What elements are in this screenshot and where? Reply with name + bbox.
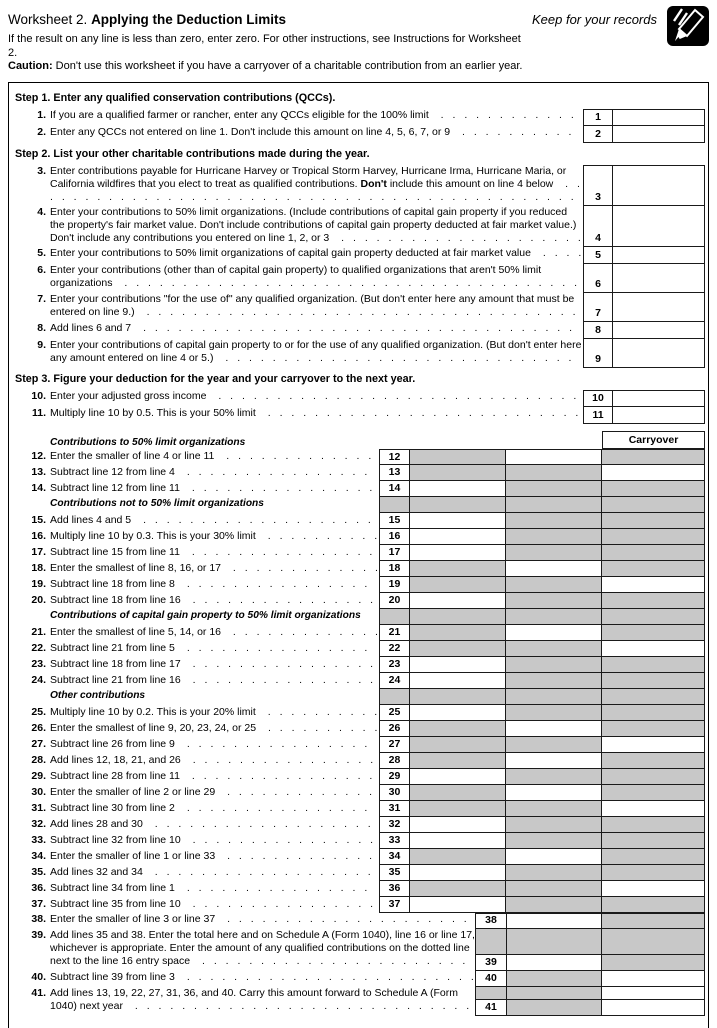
- subheader-not-50-row: [14, 497, 705, 513]
- title-prefix: Worksheet 2.: [8, 12, 88, 27]
- line-39-label: Add lines 35 and 38. Enter the total here and on Schedule A (Form 1040), line 16 or line 17, whichever is appropriate. Enter the amount of any qualified contributions on the dotted line next to the line 16 entry space . . .: [50, 929, 475, 968]
- line-25-box-number: 25: [379, 705, 410, 721]
- line-29-label: Subtract line 28 from line 11 . . .: [50, 769, 379, 782]
- line-21-row: 21. Enter the smallest of line 5, 14, or 16 . . . 21: [14, 625, 705, 641]
- line-18-entry[interactable]: [506, 561, 602, 577]
- line-31-label: Subtract line 30 from line 2 . . .: [50, 801, 379, 814]
- shaded-cell: [507, 987, 602, 1000]
- line-11-label: Multiply line 10 by 0.5. This is your 50% limit . . .: [50, 407, 583, 420]
- line-7-row: [14, 293, 705, 322]
- line-2-number: 2.: [37, 125, 46, 138]
- step3-heading: Step 3. Figure your deduction for the year and your carryover to the next year.: [15, 372, 416, 385]
- line-23-label: Subtract line 18 from line 17 . . .: [50, 657, 379, 670]
- shaded-cell: [506, 609, 602, 625]
- line-20-label: Subtract line 18 from line 16 . . .: [50, 593, 379, 606]
- line-8-entry[interactable]: [613, 322, 705, 339]
- line-12-entry[interactable]: [506, 449, 602, 465]
- line-11-entry[interactable]: [613, 407, 705, 424]
- line-33-entry[interactable]: [410, 833, 506, 849]
- line-2-entry[interactable]: [613, 126, 705, 143]
- shaded-cell: [410, 465, 506, 481]
- line-40-box-number: 40: [475, 971, 507, 987]
- shaded-cell: [602, 785, 705, 801]
- shaded-cell: [602, 625, 705, 641]
- line-40-label: Subtract line 39 from line 3 . . .: [50, 971, 475, 984]
- shaded-cell: [506, 481, 602, 497]
- caution-text: Caution: Don't use this worksheet if you have a carryover of a charitable contribution from an earlier year.: [8, 60, 523, 72]
- line-39-entry[interactable]: [507, 955, 602, 971]
- line-9-label: Enter your contributions of capital gain property to or for the use of any qualified organization. (But don't enter here any amount entered on line 4 or 5.) . . .: [50, 339, 583, 365]
- line-28-box-number: 28: [379, 753, 410, 769]
- shaded-cell: [602, 545, 705, 561]
- line-1-box-number: 1: [583, 109, 613, 126]
- line-7-box-number: 7: [583, 293, 613, 322]
- line-7-number: 7.: [37, 292, 46, 305]
- shaded-cell: [410, 801, 506, 817]
- line-6-box-number: 6: [583, 264, 613, 293]
- line-7-entry[interactable]: [613, 293, 705, 322]
- line-36-carryover-entry[interactable]: [602, 881, 705, 897]
- line-6-row: [14, 264, 705, 293]
- line-27-box-number: 27: [379, 737, 410, 753]
- line-22-carryover-entry[interactable]: [602, 641, 705, 657]
- line-5-entry[interactable]: [613, 247, 705, 264]
- line-30-entry[interactable]: [506, 785, 602, 801]
- header: [8, 6, 709, 74]
- line-10-row: [14, 390, 705, 407]
- line-10-entry[interactable]: [613, 390, 705, 407]
- line-34-entry[interactable]: [506, 849, 602, 865]
- line-20-entry[interactable]: [410, 593, 506, 609]
- shaded-cell: [602, 817, 705, 833]
- shaded-cell: [506, 673, 602, 689]
- line-3-box-number: 3: [583, 165, 613, 206]
- subheader-other-contributions: Other contributions: [50, 689, 146, 701]
- line-4-box-number: 4: [583, 206, 613, 247]
- line-25-row: 25. Multiply line 10 by 0.2. This is your 20% limit . . . 25: [14, 705, 705, 721]
- line-14-box-number: 14: [379, 481, 410, 497]
- line-5-label: Enter your contributions to 50% limit organizations of capital gain property deducted at fair market value . . .: [50, 247, 583, 260]
- line-8-label: Add lines 6 and 7 . . .: [50, 322, 583, 335]
- shaded-cell: [410, 625, 506, 641]
- subheader-capital-gain: Contributions of capital gain property to 50% limit organizations: [50, 609, 361, 621]
- line-5-row: [14, 247, 705, 264]
- line-2-box-number: 2: [583, 126, 613, 143]
- shaded-cell: [506, 865, 602, 881]
- line-24-box-number: 24: [379, 673, 410, 689]
- line-39-row: 39. Add lines 35 and 38. Enter the total here and on Schedule A (Form 1040), line 16 or line 17, whichever is appropriate. Enter the amount of any qualified contributions on the dotted line next to the line 16 entry space . . . 39: [14, 929, 705, 971]
- line-29-row: 29. Subtract line 28 from line 11 . . . 29: [14, 769, 705, 785]
- shaded-cell: [602, 561, 705, 577]
- shaded-cell: [410, 721, 506, 737]
- line-4-label: Enter your contributions to 50% limit organizations. (Include contributions of capital gain property if you reduced the property's fair market value. Don't include contributions of capital gain property deducted at fair market value.) Don't include any contributions you entered on line 1, 2, or 3 . . .: [50, 206, 583, 245]
- line-17-row: 17. Subtract line 15 from line 11 . . . 17: [14, 545, 705, 561]
- line-27-carryover-entry[interactable]: [602, 737, 705, 753]
- shaded-cell: [602, 721, 705, 737]
- line-13-row: 13. Subtract line 12 from line 4 . . . 13: [14, 465, 705, 481]
- line-3-number: 3.: [37, 164, 46, 177]
- page-title: [8, 6, 532, 27]
- shaded-cell: [410, 785, 506, 801]
- line-9-entry[interactable]: [613, 339, 705, 368]
- line-37-label: Subtract line 35 from line 10 . . .: [50, 897, 379, 910]
- line-22-label: Subtract line 21 from line 5 . . .: [50, 641, 379, 654]
- line-9-box-number: 9: [583, 339, 613, 368]
- line-17-entry[interactable]: [410, 545, 506, 561]
- shaded-cell: [506, 881, 602, 897]
- line-37-row: 37. Subtract line 35 from line 10 . . . 37: [14, 897, 705, 913]
- shaded-cell: [602, 529, 705, 545]
- line-36-box-number: 36: [379, 881, 410, 897]
- line-6-entry[interactable]: [613, 264, 705, 293]
- shaded-cell: [602, 497, 705, 513]
- line-21-entry[interactable]: [506, 625, 602, 641]
- shaded-cell: [475, 929, 507, 955]
- shaded-cell: [506, 801, 602, 817]
- line-36-label: Subtract line 34 from line 1 . . .: [50, 881, 379, 894]
- line-5-number: 5.: [37, 246, 46, 259]
- shaded-cell: [410, 641, 506, 657]
- line-10-number: 10.: [31, 389, 46, 402]
- line-2-row: [14, 126, 705, 143]
- line-3-entry[interactable]: [613, 165, 705, 206]
- line-38-box-number: 38: [475, 913, 507, 929]
- line-15-box-number: 15: [379, 513, 410, 529]
- shaded-cell: [506, 529, 602, 545]
- line-16-label: Multiply line 10 by 0.3. This is your 30% limit . . .: [50, 529, 379, 542]
- shaded-cell: [602, 753, 705, 769]
- line-38-label: Enter the smaller of line 3 or line 37 . . .: [50, 913, 475, 926]
- line-4-entry[interactable]: [613, 206, 705, 247]
- pencil-icon: [667, 6, 709, 51]
- line-27-label: Subtract line 26 from line 9 . . .: [50, 737, 379, 750]
- line-10-label: Enter your adjusted gross income . . .: [50, 390, 583, 403]
- line-34-label: Enter the smaller of line 1 or line 33 . . .: [50, 849, 379, 862]
- line-24-entry[interactable]: [410, 673, 506, 689]
- line-38-row: 38. Enter the smaller of line 3 or line 37 . . . 38: [14, 913, 705, 929]
- line-23-box-number: 23: [379, 657, 410, 673]
- line-30-box-number: 30: [379, 785, 410, 801]
- subheader-other-row: [14, 689, 705, 705]
- line-16-box-number: 16: [379, 529, 410, 545]
- line-12-row: 12. Enter the smaller of line 4 or line 11 . . . 12: [14, 449, 705, 465]
- keep-for-records-note: Keep for your records: [531, 12, 657, 27]
- line-32-box-number: 32: [379, 817, 410, 833]
- shaded-cell: [602, 913, 705, 929]
- line-19-carryover-entry[interactable]: [602, 577, 705, 593]
- shaded-cell: [506, 593, 602, 609]
- line-33-box-number: 33: [379, 833, 410, 849]
- line-31-carryover-entry[interactable]: [602, 801, 705, 817]
- line-13-box-number: 13: [379, 465, 410, 481]
- shaded-cell: [410, 497, 506, 513]
- line-25-entry[interactable]: [410, 705, 506, 721]
- shaded-cell: [410, 737, 506, 753]
- line-11-box-number: 11: [583, 407, 613, 424]
- line-37-entry[interactable]: [410, 897, 506, 913]
- line-4-row: [14, 206, 705, 247]
- line-14-label: Subtract line 12 from line 11 . . .: [50, 481, 379, 494]
- line-17-box-number: 17: [379, 545, 410, 561]
- shaded-cell: [410, 577, 506, 593]
- shaded-cell: [410, 689, 506, 705]
- line-27-row: 27. Subtract line 26 from line 9 . . . 27: [14, 737, 705, 753]
- line-9-row: [14, 339, 705, 368]
- shaded-cell: [410, 849, 506, 865]
- line-6-number: 6.: [37, 263, 46, 276]
- line-19-label: Subtract line 18 from line 8 . . .: [50, 577, 379, 590]
- line-17-label: Subtract line 15 from line 11 . . .: [50, 545, 379, 558]
- line-41-carryover-entry[interactable]: [602, 987, 705, 1000]
- line-36-row: 36. Subtract line 34 from line 1 . . . 36: [14, 881, 705, 897]
- line-1-label: If you are a qualified farmer or rancher, enter any QCCs eligible for the 100% limit . . .: [50, 109, 583, 122]
- carryover-column-header: Carryover: [602, 431, 705, 449]
- line-23-row: 23. Subtract line 18 from line 17 . . . 23: [14, 657, 705, 673]
- line-1-entry[interactable]: [613, 109, 705, 126]
- carryover-header-row: [14, 431, 705, 449]
- line-29-entry[interactable]: [410, 769, 506, 785]
- line-20-row: 20. Subtract line 18 from line 16 . . . 20: [14, 593, 705, 609]
- line-41-box-number: 41: [475, 1000, 507, 1016]
- shaded-cell: [506, 497, 602, 513]
- shaded-cell: [602, 513, 705, 529]
- line-18-box-number: 18: [379, 561, 410, 577]
- line-3-label: Enter contributions payable for Hurricane Harvey or Tropical Storm Harvey, Hurricane Irma, Hurricane Maria, or California wildfires that you elect to treat as qualified contributions. Don't include this amount on line 4 below . . .: [50, 165, 583, 204]
- shaded-cell: [506, 769, 602, 785]
- line-26-label: Enter the smallest of line 9, 20, 23, 24, or 25 . . .: [50, 721, 379, 734]
- shaded-cell: [602, 609, 705, 625]
- line-9-number: 9.: [37, 338, 46, 351]
- line-1-number: 1.: [37, 108, 46, 121]
- shaded-cell: [410, 561, 506, 577]
- line-35-entry[interactable]: [410, 865, 506, 881]
- line-20-box-number: 20: [379, 593, 410, 609]
- line-39-box-number: 39: [475, 955, 507, 971]
- line-28-entry[interactable]: [506, 753, 602, 769]
- line-21-box-number: 21: [379, 625, 410, 641]
- shaded-cell: [602, 769, 705, 785]
- line-13-label: Subtract line 12 from line 4 . . .: [50, 465, 379, 478]
- line-32-row: 32. Add lines 28 and 30 . . . 32: [14, 817, 705, 833]
- line-15-entry[interactable]: [410, 513, 506, 529]
- shaded-cell: [602, 657, 705, 673]
- line-26-box-number: 26: [379, 721, 410, 737]
- line-11-number: 11.: [31, 406, 46, 419]
- line-8-box-number: 8: [583, 322, 613, 339]
- shaded-cell: [506, 513, 602, 529]
- line-28-label: Add lines 12, 18, 21, and 26 . . .: [50, 753, 379, 766]
- shaded-cell: [602, 897, 705, 913]
- shaded-cell: [602, 833, 705, 849]
- line-10-box-number: 10: [583, 390, 613, 407]
- line-24-row: 24. Subtract line 21 from line 16 . . . 24: [14, 673, 705, 689]
- line-35-row: 35. Add lines 32 and 34 . . . 35: [14, 865, 705, 881]
- shaded-cell: [410, 609, 506, 625]
- shaded-cell: [602, 865, 705, 881]
- line-26-row: 26. Enter the smallest of line 9, 20, 23, 24, or 25 . . . 26: [14, 721, 705, 737]
- line-30-label: Enter the smaller of line 2 or line 29 . . .: [50, 785, 379, 798]
- line-33-label: Subtract line 32 from line 10 . . .: [50, 833, 379, 846]
- shaded-cell: [602, 849, 705, 865]
- line-12-box-number: 12: [379, 449, 410, 465]
- line-16-entry[interactable]: [410, 529, 506, 545]
- shaded-cell: [506, 657, 602, 673]
- shaded-cell: [507, 971, 602, 987]
- line-8-number: 8.: [37, 321, 46, 334]
- line-19-row: 19. Subtract line 18 from line 8 . . . 19: [14, 577, 705, 593]
- shaded-cell: [506, 817, 602, 833]
- shaded-cell: [410, 449, 506, 465]
- shaded-cell: [410, 881, 506, 897]
- line-41-label: Add lines 13, 19, 22, 27, 31, 36, and 40. Carry this amount forward to Schedule A (Form 1040) next year . . .: [50, 987, 475, 1013]
- line-25-label: Multiply line 10 by 0.2. This is your 20% limit . . .: [50, 705, 379, 718]
- line-14-row: 14. Subtract line 12 from line 11 . . . 14: [14, 481, 705, 497]
- line-8-row: [14, 322, 705, 339]
- line-41-carryover-entry[interactable]: [602, 1000, 705, 1016]
- line-12-label: Enter the smaller of line 4 or line 11 . . .: [50, 449, 379, 462]
- line-26-entry[interactable]: [506, 721, 602, 737]
- subheader-capgain-row: [14, 609, 705, 625]
- step1-heading: Step 1. Enter any qualified conservation contributions (QCCs).: [15, 91, 336, 104]
- worksheet-box: [8, 82, 709, 1028]
- line-33-row: 33. Subtract line 32 from line 10 . . . 33: [14, 833, 705, 849]
- shaded-cell: [507, 929, 602, 955]
- line-31-row: 31. Subtract line 30 from line 2 . . . 31: [14, 801, 705, 817]
- line-2-label: Enter any QCCs not entered on line 1. Don't include this amount on line 4, 5, 6, 7, or 9 . . .: [50, 126, 583, 139]
- line-28-row: 28. Add lines 12, 18, 21, and 26 . . . 28: [14, 753, 705, 769]
- shaded-cell: [602, 593, 705, 609]
- shaded-cell: [602, 481, 705, 497]
- shaded-cell: [506, 689, 602, 705]
- shaded-cell: [602, 705, 705, 721]
- shaded-cell: [506, 737, 602, 753]
- line-41-row: 41. Add lines 13, 19, 22, 27, 31, 36, and 40. Carry this amount forward to Schedule A (Form 1040) next year . . . 41: [14, 987, 705, 1016]
- line-16-row: 16. Multiply line 10 by 0.3. This is your 30% limit . . . 16: [14, 529, 705, 545]
- line-40-carryover-entry[interactable]: [602, 971, 705, 987]
- line-5-box-number: 5: [583, 247, 613, 264]
- line-18-label: Enter the smallest of line 8, 16, or 17 . . .: [50, 561, 379, 574]
- shaded-cell: [506, 545, 602, 561]
- shaded-cell: [602, 449, 705, 465]
- instructions-text: If the result on any line is less than zero, enter zero. For other instructions, see Instructions for Worksheet 2.: [8, 33, 521, 59]
- line-7-label: Enter your contributions "for the use of" any qualified organization. (But don't enter here any amount that must be entered on line 9.) . . .: [50, 293, 583, 319]
- line-32-entry[interactable]: [410, 817, 506, 833]
- line-34-box-number: 34: [379, 849, 410, 865]
- shaded-cell: [507, 1000, 602, 1016]
- line-6-label: Enter your contributions (other than of capital gain property) to qualified organizations that aren't 50% limit organizations . . .: [50, 264, 583, 290]
- shaded-cell: [602, 689, 705, 705]
- line-30-row: 30. Enter the smaller of line 2 or line 29 . . . 30: [14, 785, 705, 801]
- line-23-entry[interactable]: [410, 657, 506, 673]
- subheader-to-50-limit: Contributions to 50% limit organizations: [50, 436, 246, 448]
- shaded-cell: [506, 897, 602, 913]
- line-15-label: Add lines 4 and 5 . . .: [50, 513, 379, 526]
- shaded-cell: [506, 577, 602, 593]
- line-11-row: [14, 407, 705, 424]
- line-29-box-number: 29: [379, 769, 410, 785]
- line-40-row: 40. Subtract line 39 from line 3 . . . 40: [14, 971, 705, 987]
- line-22-box-number: 22: [379, 641, 410, 657]
- shaded-cell: [602, 673, 705, 689]
- shaded-cell: [506, 641, 602, 657]
- line-22-row: 22. Subtract line 21 from line 5 . . . 22: [14, 641, 705, 657]
- shaded-cell: [506, 705, 602, 721]
- line-21-label: Enter the smallest of line 5, 14, or 16 . . .: [50, 625, 379, 638]
- line-37-box-number: 37: [379, 897, 410, 913]
- line-1-row: [14, 109, 705, 126]
- shaded-cell: [475, 987, 507, 1000]
- line-19-box-number: 19: [379, 577, 410, 593]
- line-13-carryover-entry[interactable]: [602, 465, 705, 481]
- subheader-not-50-limit: Contributions not to 50% limit organizations: [50, 497, 264, 509]
- line-34-row: 34. Enter the smaller of line 1 or line 33 . . . 34: [14, 849, 705, 865]
- line-15-row: 15. Add lines 4 and 5 . . . 15: [14, 513, 705, 529]
- line-32-label: Add lines 28 and 30 . . .: [50, 817, 379, 830]
- line-4-number: 4.: [37, 205, 46, 218]
- shaded-cell: [506, 833, 602, 849]
- title-main: Applying the Deduction Limits: [91, 12, 287, 27]
- line-35-box-number: 35: [379, 865, 410, 881]
- line-38-entry[interactable]: [507, 913, 602, 929]
- line-14-entry[interactable]: [410, 481, 506, 497]
- line-3-row: [14, 165, 705, 206]
- shaded-cell: [410, 753, 506, 769]
- line-18-row: 18. Enter the smallest of line 8, 16, or 17 . . . 18: [14, 561, 705, 577]
- shaded-cell: [602, 955, 705, 971]
- line-31-box-number: 31: [379, 801, 410, 817]
- shaded-cell: [506, 465, 602, 481]
- line-35-label: Add lines 32 and 34 . . .: [50, 865, 379, 878]
- shaded-cell: [602, 929, 705, 955]
- line-24-label: Subtract line 21 from line 16 . . .: [50, 673, 379, 686]
- step2-heading: Step 2. List your other charitable contributions made during the year.: [15, 147, 370, 160]
